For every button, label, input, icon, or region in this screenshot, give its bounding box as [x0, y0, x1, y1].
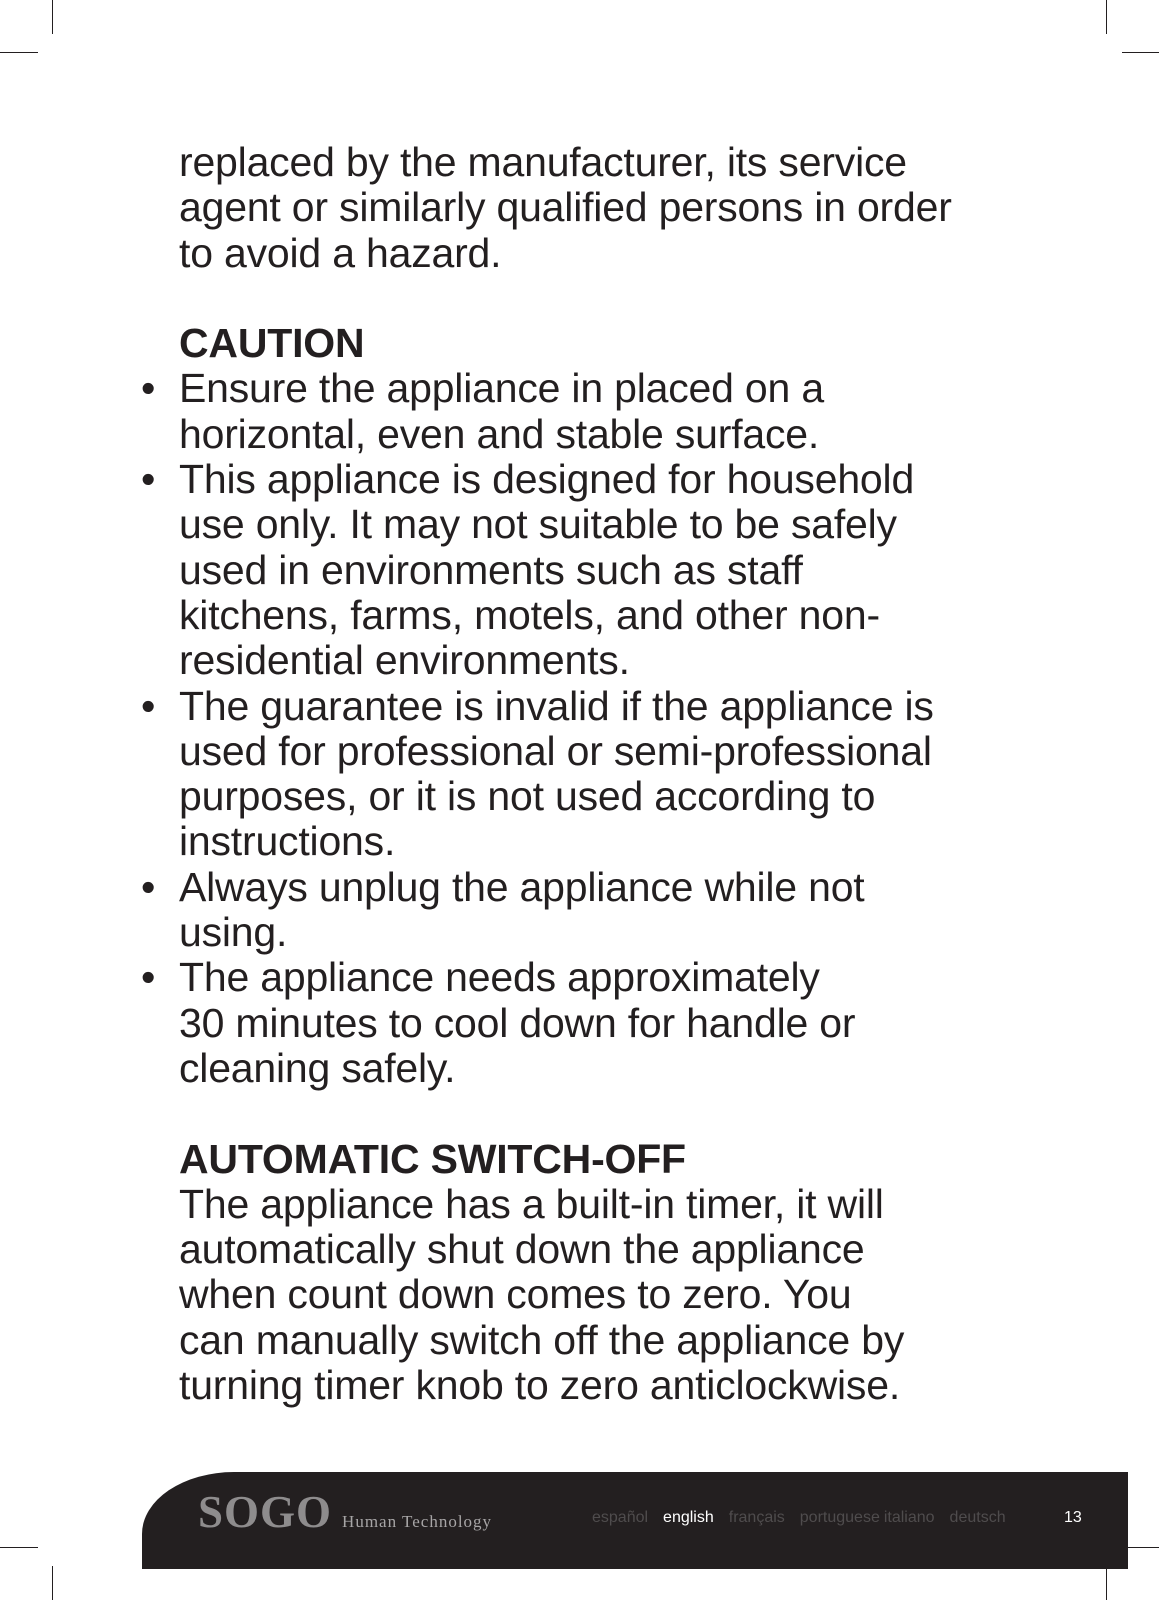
intro-paragraph	[179, 140, 1079, 276]
caution-item-line: kitchens, farms, motels, and other non-	[179, 591, 880, 638]
caution-item-line: The guarantee is invalid if the appliance is	[179, 682, 934, 729]
caution-item-line: purposes, or it is not used according to	[179, 773, 876, 820]
auto-switch-off-line: when count down comes to zero. You	[179, 1271, 852, 1318]
crop-mark	[1122, 52, 1159, 53]
caution-item-line: horizontal, even and stable surface.	[179, 410, 820, 457]
caution-item	[141, 863, 1079, 956]
crop-mark	[0, 1547, 38, 1548]
caution-item	[141, 456, 1079, 684]
bullet-icon: •	[141, 682, 156, 729]
auto-switch-off-section	[179, 1137, 1079, 1409]
caution-heading: CAUTION	[179, 320, 365, 367]
intro-line: to avoid a hazard.	[179, 229, 502, 276]
crop-mark	[1106, 0, 1107, 34]
caution-item-line: used for professional or semi-professional	[179, 727, 932, 774]
caution-item-line: use only. It may not suitable to be safely	[179, 501, 897, 548]
brand-name: SOGO	[198, 1487, 333, 1537]
caution-item-line: This appliance is designed for household	[179, 456, 915, 503]
auto-switch-off-line: turning timer knob to zero anticlockwise.	[179, 1362, 901, 1409]
auto-switch-off-heading: AUTOMATIC SWITCH-OFF	[179, 1135, 686, 1182]
caution-section	[141, 320, 1079, 1091]
language-espanol[interactable]: español	[592, 1509, 649, 1526]
crop-mark	[52, 0, 53, 34]
language-english[interactable]: english	[663, 1509, 714, 1526]
caution-item-line: using.	[179, 909, 288, 956]
caution-item-line: cleaning safely.	[179, 1044, 456, 1091]
caution-item	[141, 682, 1079, 865]
caution-item-line: Ensure the appliance in placed on a	[179, 365, 824, 412]
auto-switch-off-line: can manually switch off the appliance by	[179, 1316, 905, 1363]
caution-item-line: instructions.	[179, 818, 396, 865]
bullet-icon: •	[141, 863, 156, 910]
bullet-icon: •	[141, 456, 156, 503]
language-nav	[592, 1509, 1021, 1527]
page-number: 13	[1064, 1509, 1082, 1526]
bullet-icon: •	[141, 954, 156, 1001]
intro-line: agent or similarly qualified persons in order	[179, 184, 952, 231]
caution-item-line: 30 minutes to cool down for handle or	[179, 999, 856, 1046]
language-portuguese[interactable]: portuguese	[799, 1509, 880, 1526]
crop-mark	[0, 52, 38, 53]
auto-switch-off-line: automatically shut down the appliance	[179, 1226, 865, 1273]
brand-tagline: Human Technology	[342, 1512, 493, 1531]
language-italiano[interactable]: italiano	[883, 1509, 935, 1526]
caution-item-line: Always unplug the appliance while not	[179, 863, 865, 910]
caution-item	[141, 954, 1079, 1091]
brand-logo	[198, 1486, 492, 1538]
intro-line: replaced by the manufacturer, its service	[179, 139, 907, 185]
bullet-icon: •	[141, 365, 156, 412]
auto-switch-off-line: The appliance has a built-in timer, it will	[179, 1180, 884, 1227]
caution-item-line: The appliance needs approximately	[179, 954, 820, 1001]
language-francais[interactable]: français	[728, 1509, 785, 1526]
caution-item-line: used in environments such as staff	[179, 546, 803, 593]
footer-bar	[142, 1472, 1128, 1569]
caution-list	[141, 365, 1079, 1091]
caution-item-line: residential environments.	[179, 637, 630, 684]
crop-mark	[52, 1566, 53, 1600]
crop-mark	[1106, 1566, 1107, 1600]
manual-page-body	[141, 139, 1079, 1409]
language-deutsch[interactable]: deutsch	[949, 1509, 1006, 1526]
caution-item	[141, 365, 1079, 457]
